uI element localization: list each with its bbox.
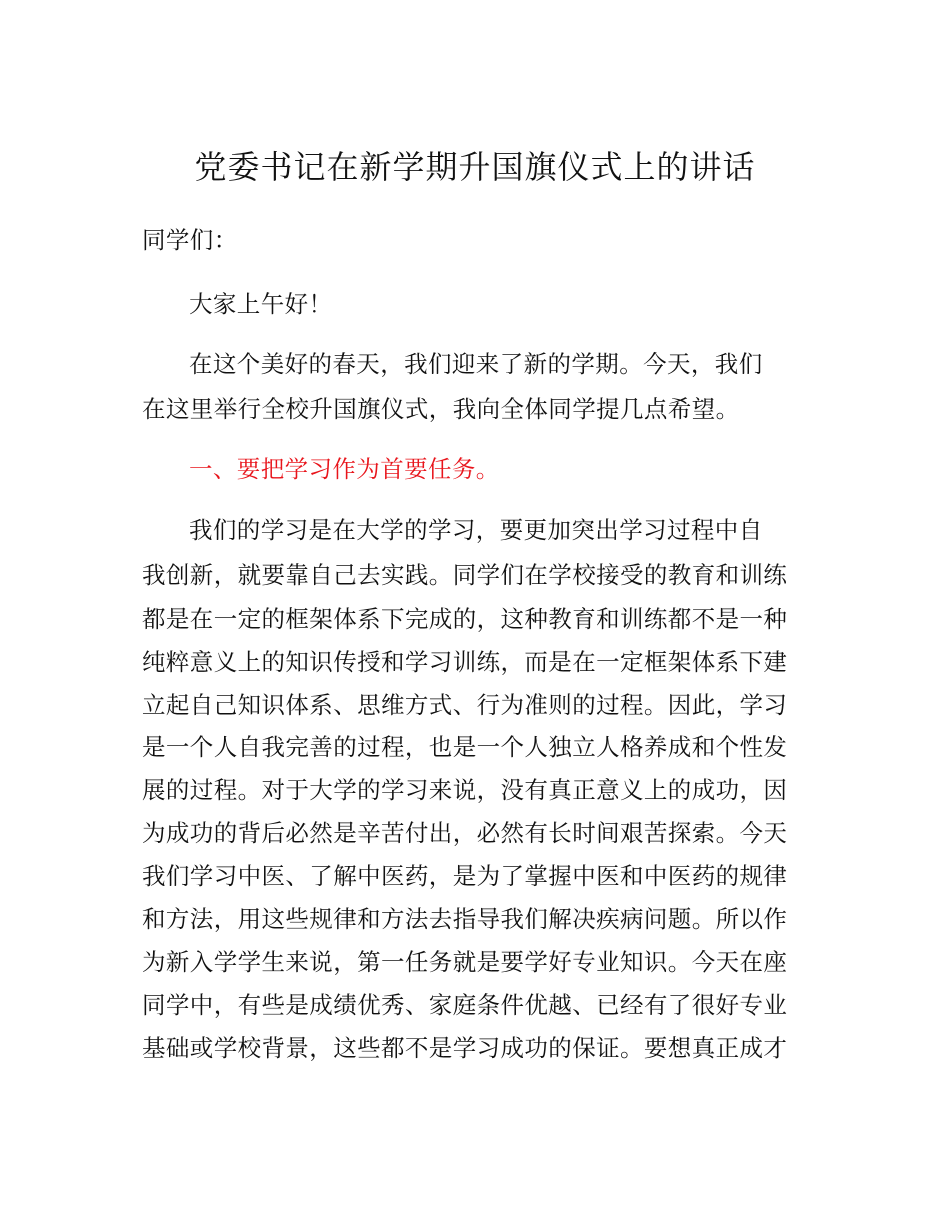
salutation: 同学们： xyxy=(142,226,238,254)
paragraph2-line: 我们学习中医、了解中医药，是为了掌握中医和中医药的规律 xyxy=(142,862,788,890)
section-heading: 一、要把学习作为首要任务。 xyxy=(189,455,500,483)
paragraph2-line: 我创新，就要靠自己去实践。同学们在学校接受的教育和训练 xyxy=(142,561,788,589)
greeting: 大家上午好！ xyxy=(189,290,333,318)
paragraph2-line: 我们的学习是在大学的学习，要更加突出学习过程中自 xyxy=(189,516,763,544)
paragraph2-line: 为成功的背后必然是辛苦付出，必然有长时间艰苦探索。今天 xyxy=(142,819,788,847)
paragraph2-line: 同学中，有些是成绩优秀、家庭条件优越、已经有了很好专业 xyxy=(142,991,788,1019)
paragraph2-line: 展的过程。对于大学的学习来说，没有真正意义上的成功，因 xyxy=(142,776,788,804)
paragraph2-line: 和方法，用这些规律和方法去指导我们解决疾病问题。所以作 xyxy=(142,905,788,933)
paragraph2-line: 是一个人自我完善的过程，也是一个人独立人格养成和个性发 xyxy=(142,733,788,761)
paragraph2-line: 都是在一定的框架体系下完成的，这种教育和训练都不是一种 xyxy=(142,605,788,633)
paragraph1-line: 在这里举行全校升国旗仪式，我向全体同学提几点希望。 xyxy=(142,395,740,423)
paragraph2-line: 立起自己知识体系、思维方式、行为准则的过程。因此，学习 xyxy=(142,691,788,719)
document-title: 党委书记在新学期升国旗仪式上的讲话 xyxy=(194,148,756,186)
paragraph2-line: 纯粹意义上的知识传授和学习训练，而是在一定框架体系下建 xyxy=(142,648,788,676)
paragraph2-line: 为新入学学生来说，第一任务就是要学好专业知识。今天在座 xyxy=(142,948,788,976)
paragraph1-line: 在这个美好的春天，我们迎来了新的学期。今天，我们 xyxy=(189,350,763,378)
paragraph2-line: 基础或学校背景，这些都不是学习成功的保证。要想真正成才 xyxy=(142,1034,788,1062)
